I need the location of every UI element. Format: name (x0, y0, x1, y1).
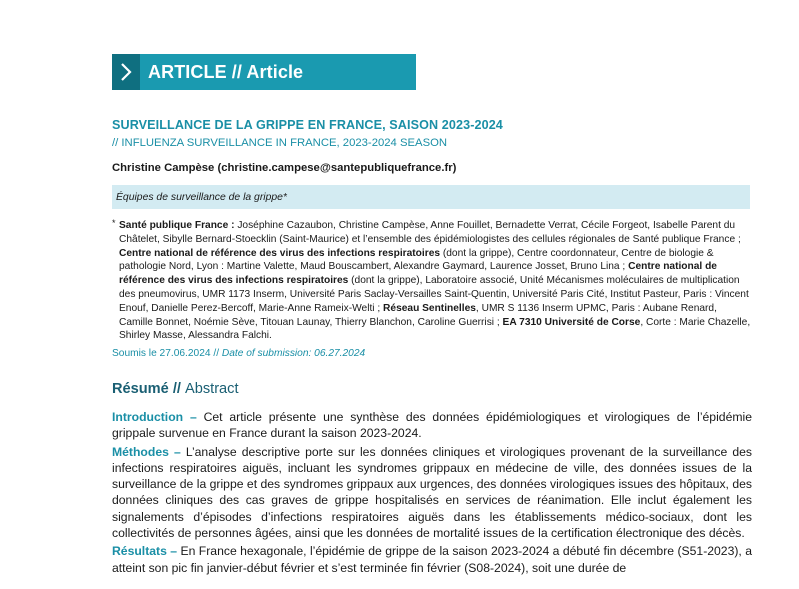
results-text: En France hexagonale, l’épidémie de grippe de la saison 2023-2024 a débuté fin décembre (S51-2023), a atteint son pic fin janvier-début février et s’est terminée fin février (S08-2024), soit une durée de (112, 544, 752, 575)
abstract-results (112, 543, 752, 576)
org-cnr-lyon: Centre national de référence des virus des infections respiratoires (119, 247, 441, 259)
article-title: SURVEILLANCE DE LA GRIPPE EN FRANCE, SAISON 2023-2024 (112, 118, 503, 132)
heading-sep: // (168, 381, 185, 397)
teams-label: Équipes de surveillance de la grippe* (116, 191, 287, 203)
article-subtitle: // INFLUENZA SURVEILLANCE IN FRANCE, 2023-2024 SEASON (112, 137, 448, 149)
abstract-heading (112, 381, 239, 397)
introduction-heading: Introduction – (112, 410, 197, 424)
methods-text: L’analyse descriptive porte sur les données cliniques et virologiques provenant de la surveillance des infections respiratoires aiguës, incluant les syndromes grippaux en médecine de ville, des données issues de la surveillance de la grippe et des syndromes grippaux aux urgences, des données virologiques issues des hôpitaux, des données cliniques des cas graves de grippe hospitalisés en services de réanimation. Elle inclut également les signalements d’épisodes d’infections respiratoires aiguës dans les établissements médico-sociaux, dont les collectivités de personnes âgées, ainsi que les données de mortalité issues de la certification électronique des décès. (112, 444, 752, 541)
heading-en: Abstract (185, 381, 239, 397)
results-heading: Résultats – (112, 544, 178, 559)
org-cnr-paris: Centre national de référence des virus des infections respiratoires (119, 261, 717, 287)
teams-box (112, 185, 750, 209)
abstract-methods (112, 444, 752, 542)
chevron-right-icon (112, 54, 140, 90)
introduction-text: Cet article présente une synthèse des données épidémiologiques et virologiques de l’épidémie grippale survenue en France durant la saison 2023-2024. (112, 410, 752, 441)
submission-date (112, 348, 365, 359)
org-sentinelles: Réseau Sentinelles (383, 302, 476, 314)
article-banner (112, 54, 416, 90)
org-spf: Santé publique France : (119, 220, 238, 231)
submission-date-en: Date of submission: 06.27.2024 (221, 348, 366, 359)
heading-fr: Résumé (112, 381, 169, 397)
abstract-introduction (112, 409, 752, 442)
footnote-star: * (112, 218, 116, 228)
team-members (112, 219, 752, 343)
sentinelles-members: , UMR S 1136 Inserm UPMC, Paris : Aubane Renard, Camille Bonnet, Noémie Sève, Titouan Launay, Thierry Blanchon, Caroline Guerrisi ; (119, 302, 717, 328)
abstract-body (112, 409, 752, 578)
author-line: Christine Campèse (christine.campese@santepubliquefrance.fr) (112, 162, 457, 174)
cnr-lyon-members: (dont la grippe), Centre coordonnateur, Centre de biologie & pathologie Nord, Lyon : Martine Valette, Maud Bouscambert, Alexandre Gaymard, Laurence Josset, Bruno Lina ; (119, 247, 714, 273)
banner-label: ARTICLE // Article (148, 61, 304, 82)
submission-date-fr: Soumis le 27.06.2024 // (112, 348, 222, 359)
team-members-text (119, 219, 752, 343)
corse-members: , Corte : Marie Chazelle, Shirley Masse, Alessandra Falchi. (119, 316, 751, 342)
org-corse: EA 7310 Université de Corse (502, 316, 641, 328)
methods-heading: Méthodes – (112, 444, 181, 459)
spf-members: Joséphine Cazaubon, Christine Campèse, Anne Fouillet, Bernadette Verrat, Cécile Forgeot, Isabelle Parent du Châtelet, Sibylle Bernard-Stoecklin (Saint-Maurice) et l’ensemble des épidémiologistes des cellules régionales de Santé publique France ; (119, 220, 741, 245)
cnr-paris-members: (dont la grippe), Laboratoire associé, Unité Mécanismes moléculaires de multiplication des pneumovirus, UMR 1173 Inserm, Université Paris Saclay-Versailles Saint-Quentin, Université Paris Cité, Institut Pasteur, Paris : Vincent Enouf, Danielle Perez-Bercoff, Marie-Anne Rameix-Welti ; (119, 275, 749, 314)
